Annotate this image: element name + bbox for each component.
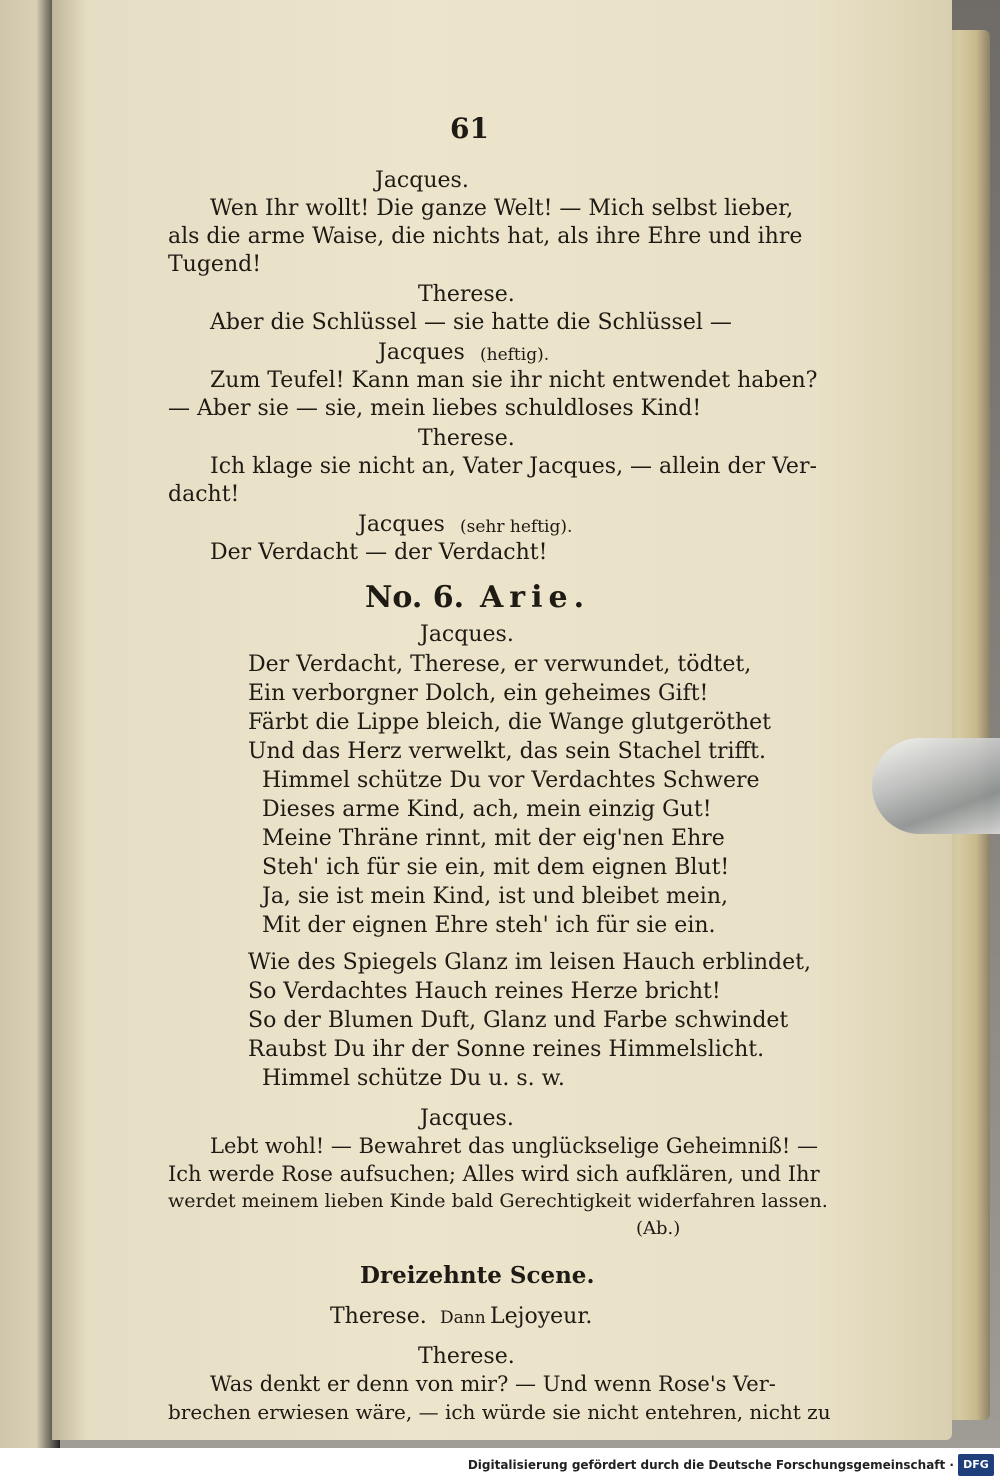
scene-person: Therese. xyxy=(330,1304,427,1329)
speaker-jacques: Jacques. xyxy=(420,1106,514,1131)
left-page-edge xyxy=(0,0,60,1482)
dialogue-line: Ich klage sie nicht an, Vater Jacques, — allein der Ver- xyxy=(210,454,817,479)
stage-direction: (heftig). xyxy=(480,345,550,365)
speaker-jacques: Jacques. xyxy=(375,168,469,193)
dialogue-line: Was denkt er denn von mir? — Und wenn Rose's Ver- xyxy=(210,1372,776,1396)
aria-line: Der Verdacht, Therese, er verwundet, tödtet, xyxy=(248,652,752,677)
dialogue-line: Aber die Schlüssel — sie hatte die Schlüssel — xyxy=(210,310,732,335)
page-clip xyxy=(872,738,1000,834)
dialogue-line: werdet meinem lieben Kinde bald Gerechtigkeit widerfahren lassen. xyxy=(168,1190,828,1212)
aria-line: Steh' ich für sie ein, mit dem eignen Blut! xyxy=(262,855,730,880)
speaker-therese: Therese. xyxy=(418,1344,515,1369)
aria-line: Meine Thräne rinnt, mit der eig'nen Ehre xyxy=(262,826,725,851)
aria-line: Mit der eignen Ehre steh' ich für sie ein. xyxy=(262,913,716,938)
aria-title: Arie. xyxy=(480,580,591,615)
dialogue-line: Der Verdacht — der Verdacht! xyxy=(210,540,548,565)
aria-number: No. 6. xyxy=(365,580,465,615)
page-number: 61 xyxy=(450,112,489,145)
aria-line: Färbt die Lippe bleich, die Wange glutgeröthet xyxy=(248,710,772,735)
dialogue-line: Wen Ihr wollt! Die ganze Welt! — Mich selbst lieber, xyxy=(210,196,794,221)
aria-line: So Verdachtes Hauch reines Herze bricht! xyxy=(248,979,721,1004)
scene-direction: Dann xyxy=(440,1308,486,1328)
stage-direction: (sehr heftig). xyxy=(460,517,573,537)
speaker-therese: Therese. xyxy=(418,282,515,307)
aria-line: Ja, sie ist mein Kind, ist und bleibet mein, xyxy=(262,884,728,909)
aria-line: Und das Herz verwelkt, das sein Stachel trifft. xyxy=(248,739,766,764)
aria-line: Raubst Du ihr der Sonne reines Himmelslicht. xyxy=(248,1037,765,1062)
dialogue-line: Ich werde Rose aufsuchen; Alles wird sich aufklären, und Ihr xyxy=(168,1162,820,1186)
speaker-therese: Therese. xyxy=(418,426,515,451)
scene-person: Lejoyeur. xyxy=(490,1304,593,1329)
aria-line: Wie des Spiegels Glanz im leisen Hauch erblindet, xyxy=(248,950,811,975)
dialogue-line: Lebt wohl! — Bewahret das unglückselige Geheimniß! — xyxy=(210,1134,819,1158)
aria-singer: Jacques. xyxy=(420,622,514,647)
dialogue-line: dacht! xyxy=(168,482,240,507)
stage-direction-exit: (Ab.) xyxy=(636,1218,681,1239)
footer-credit: Digitalisierung gefördert durch die Deutsche Forschungsgemeinschaft · xyxy=(467,1458,954,1472)
aria-line: So der Blumen Duft, Glanz und Farbe schwindet xyxy=(248,1008,789,1033)
dialogue-line: — Aber sie — sie, mein liebes schuldloses Kind! xyxy=(168,396,702,421)
aria-line: Ein verborgner Dolch, ein geheimes Gift! xyxy=(248,681,709,706)
dialogue-line: Tugend! xyxy=(168,252,262,277)
dialogue-line: als die arme Waise, die nichts hat, als ihre Ehre und ihre xyxy=(168,224,803,249)
dialogue-line: Zum Teufel! Kann man sie ihr nicht entwendet haben? xyxy=(210,368,818,393)
aria-line: Himmel schütze Du u. s. w. xyxy=(262,1066,565,1091)
speaker-jacques: Jacques xyxy=(378,340,465,365)
speaker-jacques: Jacques xyxy=(358,512,445,537)
dialogue-line: brechen erwiesen wäre, — ich würde sie nicht entehren, nicht zu xyxy=(168,1400,831,1424)
dfg-logo: DFG xyxy=(958,1454,994,1476)
aria-line: Himmel schütze Du vor Verdachtes Schwere xyxy=(262,768,760,793)
aria-line: Dieses arme Kind, ach, mein einzig Gut! xyxy=(262,797,712,822)
scene-title: Dreizehnte Scene. xyxy=(360,1262,595,1289)
